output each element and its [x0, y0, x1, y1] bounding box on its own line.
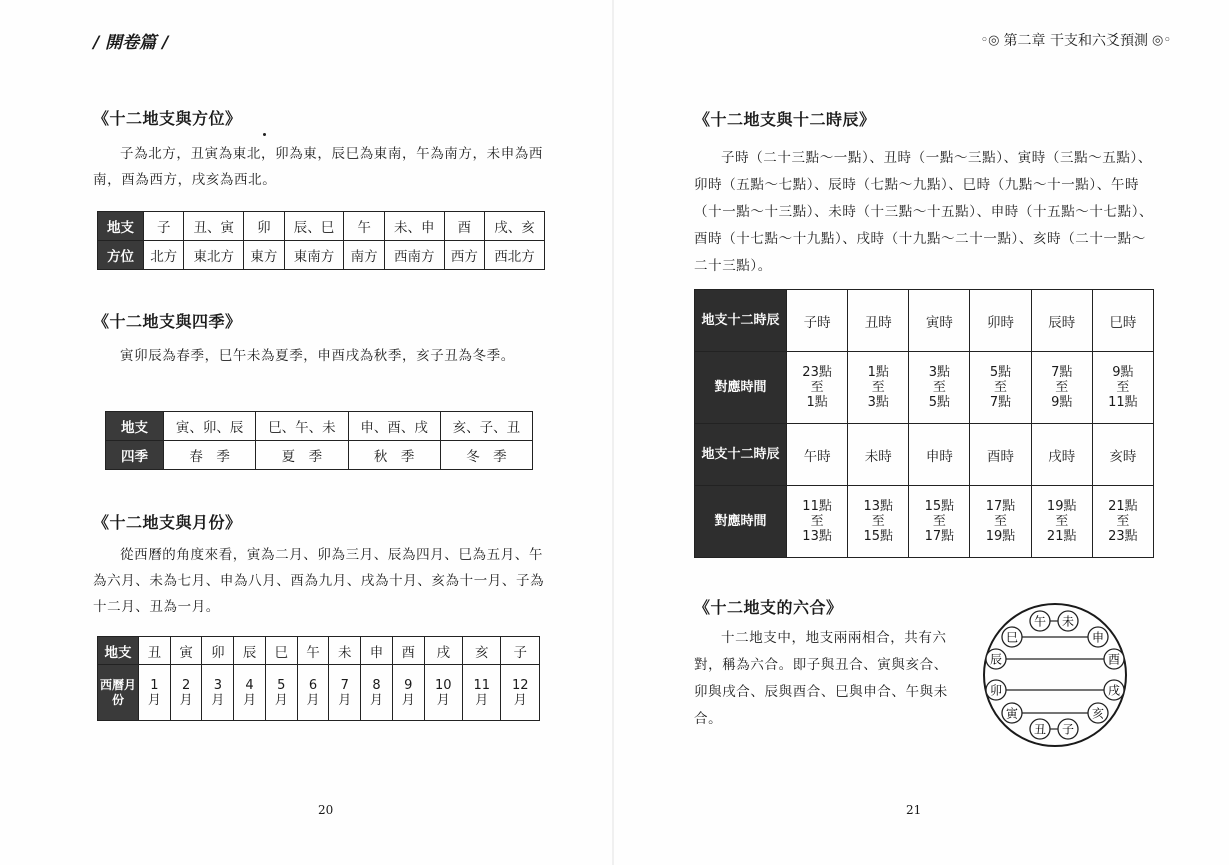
- seasons-row-label-branch: 地支: [106, 412, 164, 441]
- range-to: 至: [1116, 514, 1130, 529]
- months-row-label-month: 西曆月份: [98, 665, 139, 721]
- range-to: 至: [1116, 380, 1130, 395]
- month-number: 12: [511, 677, 529, 693]
- months-value-cell: [265, 665, 297, 721]
- right-page-header: [981, 30, 1171, 50]
- month-number: 1: [150, 677, 159, 693]
- direction-row-label-branch: 地支: [98, 212, 144, 241]
- range-to: 至: [810, 380, 824, 395]
- range-to: 至: [810, 514, 824, 529]
- months-value-cell: [297, 665, 329, 721]
- month-unit: 月: [475, 692, 489, 708]
- seasons-branch-cell: 申、酉、戌: [348, 412, 440, 441]
- direction-branch-cell: 午: [344, 212, 384, 241]
- direction-value-cell: 東北方: [184, 241, 244, 270]
- hour-range-cell: [1031, 486, 1092, 558]
- branch-node-label: 午: [1033, 614, 1047, 629]
- month-unit: 月: [338, 692, 352, 708]
- left-page-number: 20: [318, 803, 334, 817]
- direction-row-label-direction: 方位: [98, 241, 144, 270]
- seasons-branch-cell: 亥、子、丑: [440, 412, 532, 441]
- months-branch-cell: 寅: [170, 637, 202, 665]
- range-start: 11點: [802, 499, 832, 514]
- month-unit: 月: [370, 692, 384, 708]
- hours-section-title: 《十二地支與十二時辰》: [694, 110, 876, 129]
- month-number: 9: [404, 677, 413, 693]
- range-end: 17點: [924, 529, 955, 544]
- seasons-table: [105, 411, 533, 470]
- months-branch-cell: 戌: [424, 637, 462, 665]
- six-combos-diagram: [980, 601, 1130, 749]
- hour-range-cell: [1031, 352, 1092, 424]
- branch-node-label: 未: [1061, 614, 1075, 629]
- months-branch-cell: 午: [297, 637, 329, 665]
- hours-table: [694, 289, 1154, 558]
- hours-label-time: 對應時間: [695, 486, 787, 558]
- hour-name-cell: 亥時: [1092, 424, 1153, 486]
- seasons-value-cell: 春 季: [164, 441, 256, 470]
- hour-name-cell: 午時: [787, 424, 848, 486]
- branch-node-label: 辰: [989, 652, 1003, 667]
- branch-node-label: 子: [1061, 722, 1075, 737]
- range-start: 19點: [1046, 499, 1077, 514]
- ornament-right-icon: ◎◦: [1151, 32, 1171, 48]
- hour-range-cell: [787, 486, 848, 558]
- months-value-cell: [139, 665, 171, 721]
- hour-range-cell: [970, 352, 1031, 424]
- hour-range-cell: [848, 352, 909, 424]
- direction-value-cell: 西南方: [384, 241, 444, 270]
- outer-circle: [984, 604, 1126, 746]
- seasons-section-title: 《十二地支與四季》: [93, 312, 242, 331]
- direction-section-title: 《十二地支與方位》: [93, 109, 242, 128]
- seasons-branch-cell: 寅、卯、辰: [164, 412, 256, 441]
- direction-value-cell: 東方: [244, 241, 284, 270]
- range-start: 21點: [1108, 499, 1138, 514]
- months-branch-cell: 辰: [234, 637, 266, 665]
- months-value-cell: [501, 665, 540, 721]
- range-end: 23點: [1108, 529, 1138, 544]
- range-to: 至: [994, 380, 1008, 395]
- range-end: 13點: [802, 529, 832, 544]
- hour-range-cell: [1092, 352, 1153, 424]
- month-unit: 月: [401, 692, 415, 708]
- hour-name-cell: 未時: [848, 424, 909, 486]
- months-branch-cell: 未: [329, 637, 361, 665]
- direction-branch-cell: 卯: [244, 212, 284, 241]
- months-branch-cell: 丑: [139, 637, 171, 665]
- ornament-left-icon: ◦◎: [980, 32, 1000, 48]
- range-start: 9點: [1112, 365, 1134, 380]
- seasons-paragraph: 寅卯辰為春季，巳午未為夏季，申酉戌為秋季，亥子丑為冬季。: [120, 348, 515, 364]
- months-value-cell: [170, 665, 202, 721]
- hour-name-cell: 辰時: [1031, 290, 1092, 352]
- seasons-value-cell: 秋 季: [348, 441, 440, 470]
- range-to: 至: [871, 514, 885, 529]
- range-start: 17點: [985, 499, 1016, 514]
- month-unit: 月: [513, 692, 527, 708]
- range-end: 1點: [806, 395, 828, 410]
- direction-branch-cell: 酉: [444, 212, 484, 241]
- range-start: 13點: [863, 499, 893, 514]
- branch-node-label: 丑: [1033, 722, 1047, 737]
- hour-range-cell: [909, 352, 970, 424]
- month-unit: 月: [211, 692, 225, 708]
- month-unit: 月: [147, 692, 161, 708]
- seasons-row-label-season: 四季: [106, 441, 164, 470]
- direction-paragraph: 子為北方，丑寅為東北，卯為東，辰巳為東南，午為南方，未申為西南，酉為西方，戌亥為西北。: [93, 146, 543, 188]
- chapter-title: 第二章 干支和六爻預測: [1003, 33, 1148, 49]
- months-branch-cell: 卯: [202, 637, 234, 665]
- hour-name-cell: 申時: [909, 424, 970, 486]
- ink-dot: [263, 133, 266, 136]
- months-value-cell: [202, 665, 234, 721]
- range-end: 19點: [985, 529, 1016, 544]
- range-start: 23點: [802, 365, 832, 380]
- hour-range-cell: [848, 486, 909, 558]
- hour-name-cell: 丑時: [848, 290, 909, 352]
- range-to: 至: [932, 514, 946, 529]
- range-end: 3點: [867, 395, 889, 410]
- six-combos-section-title: 《十二地支的六合》: [694, 598, 843, 617]
- six-combos-paragraph: 十二地支中，地支兩兩相合，共有六對，稱為六合。即子與丑合、寅與亥合、卯與戌合、辰與酉合、巳與申合、午與未合。: [694, 630, 948, 727]
- range-to: 至: [871, 380, 885, 395]
- direction-value-cell: 南方: [344, 241, 384, 270]
- hour-name-cell: 戌時: [1031, 424, 1092, 486]
- month-number: 8: [372, 677, 381, 693]
- month-number: 11: [473, 677, 490, 693]
- branch-node-label: 亥: [1091, 706, 1105, 721]
- range-end: 21點: [1046, 529, 1077, 544]
- hours-label-time: 對應時間: [695, 352, 787, 424]
- branch-node-label: 巳: [1005, 630, 1019, 645]
- month-number: 4: [245, 677, 254, 693]
- month-unit: 月: [243, 692, 257, 708]
- months-branch-cell: 巳: [265, 637, 297, 665]
- branch-node-label: 卯: [989, 683, 1003, 698]
- hour-range-cell: [787, 352, 848, 424]
- months-value-cell: [234, 665, 266, 721]
- direction-branch-cell: 未、申: [384, 212, 444, 241]
- month-unit: 月: [436, 692, 450, 708]
- hour-range-cell: [970, 486, 1031, 558]
- left-page-header: / 開卷篇 /: [93, 33, 169, 53]
- branch-node-label: 寅: [1005, 706, 1019, 721]
- seasons-value-cell: 夏 季: [256, 441, 348, 470]
- right-page: [614, 0, 1229, 865]
- hour-range-cell: [1092, 486, 1153, 558]
- range-to: 至: [1055, 380, 1069, 395]
- range-start: 1點: [867, 365, 889, 380]
- hour-name-cell: 子時: [787, 290, 848, 352]
- direction-value-cell: 西方: [444, 241, 484, 270]
- direction-value-cell: 東南方: [284, 241, 344, 270]
- direction-branch-cell: 辰、巳: [284, 212, 344, 241]
- month-number: 7: [340, 677, 349, 693]
- range-to: 至: [1055, 514, 1069, 529]
- range-end: 7點: [989, 395, 1012, 410]
- hours-paragraph: 子時（二十三點～一點）、丑時（一點～三點）、寅時（三點～五點）、卯時（五點～七點）、辰時（七點～九點）、巳時（九點～十一點）、午時（十一點～十三點）、未時（十三點～十五點）、申時（十五點～十七點）、酉時（十七點～十九點）、戌時（十九點～二十一點）、亥時（二十一點～二十三點）。: [694, 150, 1154, 274]
- range-start: 5點: [989, 365, 1012, 380]
- direction-branch-cell: 戌、亥: [485, 212, 545, 241]
- range-to: 至: [932, 380, 946, 395]
- seasons-value-cell: 冬 季: [440, 441, 532, 470]
- hours-label-branch: 地支十二時辰: [695, 290, 787, 352]
- months-branch-cell: 子: [501, 637, 540, 665]
- hour-name-cell: 巳時: [1092, 290, 1153, 352]
- left-page: [0, 0, 614, 865]
- months-table: [97, 636, 540, 721]
- range-end: 11點: [1108, 395, 1138, 410]
- month-unit: 月: [306, 692, 320, 708]
- month-number: 6: [308, 677, 318, 693]
- month-unit: 月: [179, 692, 193, 708]
- month-number: 5: [277, 677, 286, 693]
- right-page-number: 21: [906, 803, 922, 817]
- months-branch-cell: 亥: [463, 637, 501, 665]
- hour-range-cell: [909, 486, 970, 558]
- direction-value-cell: 西北方: [485, 241, 545, 270]
- months-section-title: 《十二地支與月份》: [93, 513, 242, 532]
- seasons-branch-cell: 巳、午、未: [256, 412, 348, 441]
- month-number: 3: [213, 677, 222, 693]
- months-row-label-branch: 地支: [98, 637, 139, 665]
- hour-name-cell: 卯時: [970, 290, 1031, 352]
- month-unit: 月: [274, 692, 288, 708]
- range-start: 3點: [928, 365, 951, 380]
- months-value-cell: [424, 665, 462, 721]
- month-number: 2: [181, 677, 191, 693]
- months-value-cell: [463, 665, 501, 721]
- months-branch-cell: 酉: [392, 637, 424, 665]
- month-number: 10: [435, 677, 452, 693]
- months-paragraph: 從西曆的角度來看，寅為二月、卯為三月、辰為四月、巳為五月、午為六月、未為七月、申為八月、酉為九月、戌為十月、亥為十一月、子為十二月、丑為一月。: [93, 547, 545, 615]
- hour-name-cell: 酉時: [970, 424, 1031, 486]
- range-end: 5點: [928, 395, 951, 410]
- direction-table: [97, 211, 545, 270]
- direction-branch-cell: 丑、寅: [184, 212, 244, 241]
- range-to: 至: [994, 514, 1008, 529]
- branch-node-label: 申: [1091, 630, 1105, 645]
- months-value-cell: [329, 665, 361, 721]
- direction-branch-cell: 子: [144, 212, 184, 241]
- hour-name-cell: 寅時: [909, 290, 970, 352]
- range-end: 9點: [1051, 395, 1073, 410]
- range-end: 15點: [863, 529, 893, 544]
- branch-node-label: 戌: [1107, 683, 1121, 698]
- months-branch-cell: 申: [361, 637, 393, 665]
- branch-node-label: 酉: [1107, 652, 1121, 667]
- months-value-cell: [392, 665, 424, 721]
- hours-label-branch: 地支十二時辰: [695, 424, 787, 486]
- range-start: 7點: [1051, 365, 1073, 380]
- months-value-cell: [361, 665, 393, 721]
- range-start: 15點: [924, 499, 955, 514]
- direction-value-cell: 北方: [144, 241, 184, 270]
